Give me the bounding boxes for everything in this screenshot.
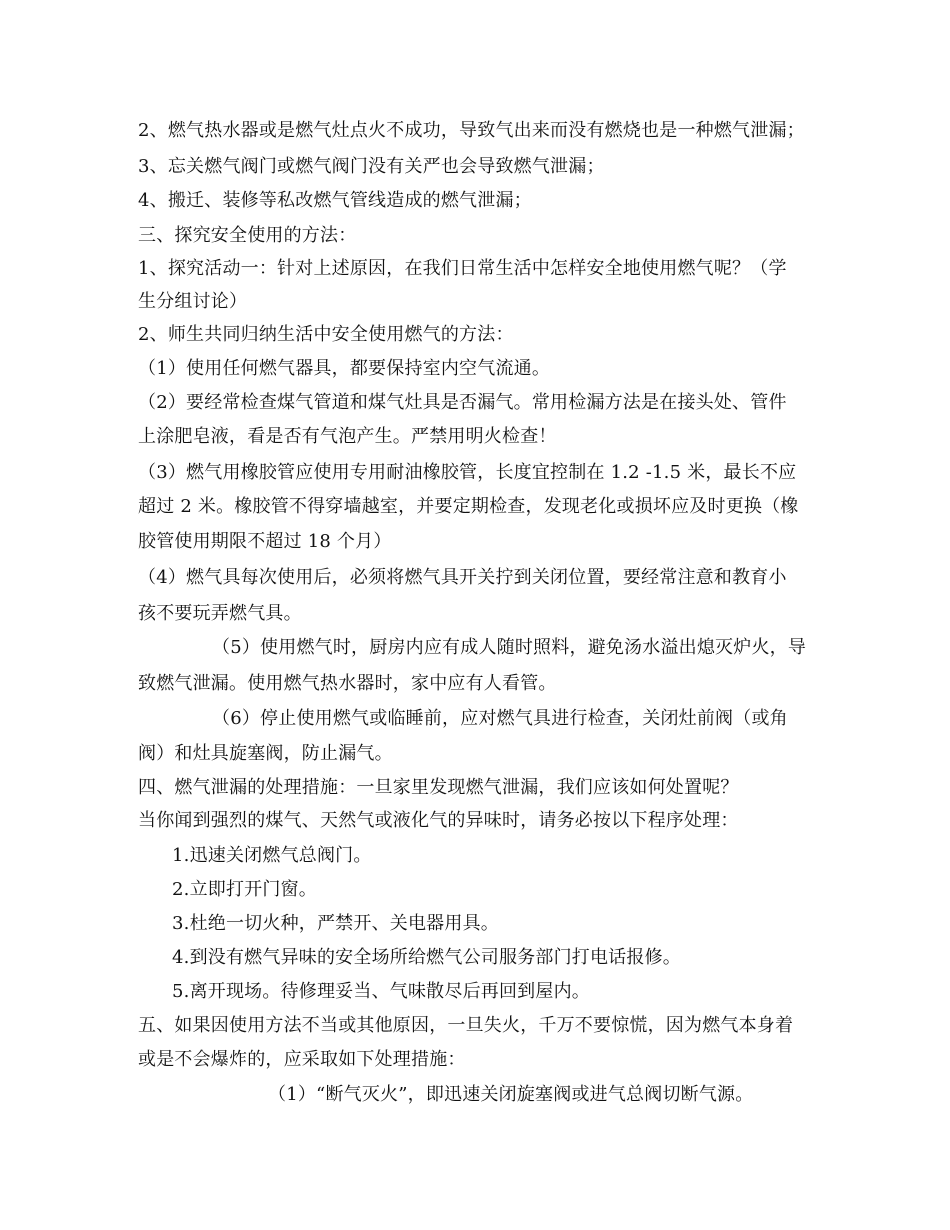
section-heading: 四、燃气泄漏的处理措施：一旦家里发现燃气泄漏，我们应该如何处置呢？	[138, 777, 739, 798]
list-item: 3.杜绝一切火种，严禁开、关电器用具。	[172, 913, 499, 934]
text-line: 上涂肥皂液，看是否有气泡产生。严禁用明火检查！	[138, 426, 557, 447]
text-line: 当你闻到强烈的煤气、天然气或液化气的异味时，请务必按以下程序处理：	[138, 810, 739, 831]
text-line: 2、燃气热水器或是燃气灶点火不成功，导致气出来而没有燃烧也是一种燃气泄漏；	[138, 120, 805, 141]
text-line: 3、忘关燃气阀门或燃气阀门没有关严也会导致燃气泄漏；	[138, 156, 605, 177]
text-line: 1、探究活动一：针对上述原因，在我们日常生活中怎样安全地使用燃气呢？（学	[138, 258, 787, 279]
list-item: 2.立即打开门窗。	[172, 879, 317, 900]
text-line: 胶管使用期限不超过 18 个月）	[138, 531, 392, 552]
text-line: （1）使用任何燃气器具，都要保持室内空气流通。	[138, 358, 551, 379]
text-line: （6）停止使用燃气或临睡前，应对燃气具进行检查，关闭灶前阀（或角	[212, 708, 788, 729]
text-line: （1）“断气灭火”，即迅速关闭旋塞阀或进气总阀切断气源。	[268, 1084, 754, 1105]
text-line: 生分组讨论）	[138, 291, 248, 312]
text-line: 超过 2 米。橡胶管不得穿墙越室，并要定期检查，发现老化或损坏应及时更换（橡	[138, 496, 799, 517]
list-item: 1.迅速关闭燃气总阀门。	[172, 845, 372, 866]
text-line: （2）要经常检查煤气管道和煤气灶具是否漏气。常用检漏方法是在接头处、管件	[138, 392, 787, 413]
list-item: 4.到没有燃气异味的安全场所给燃气公司服务部门打电话报修。	[172, 947, 681, 968]
text-line: （3）燃气用橡胶管应使用专用耐油橡胶管，长度宜控制在 1.2 -1.5 米，最长不应	[138, 462, 797, 483]
text-line: 阀）和灶具旋塞阀，防止漏气。	[138, 743, 393, 764]
text-line: （4）燃气具每次使用后，必须将燃气具开关拧到关闭位置，要经常注意和教育小	[138, 567, 787, 588]
text-line: 4、搬迁、装修等私改燃气管线造成的燃气泄漏；	[138, 190, 532, 211]
section-heading: 三、探究安全使用的方法：	[138, 225, 357, 246]
text-line: 或是不会爆炸的，应采取如下处理措施：	[138, 1049, 466, 1070]
text-line: 致燃气泄漏。使用燃气热水器时，家中应有人看管。	[138, 673, 557, 694]
text-line: （5）使用燃气时，厨房内应有成人随时照料，避免汤水溢出熄灭炉火，导	[212, 637, 807, 658]
list-item: 5.离开现场。待修理妥当、气味散尽后再回到屋内。	[172, 981, 590, 1002]
text-line: 孩不要玩弄燃气具。	[138, 603, 302, 624]
section-heading: 五、如果因使用方法不当或其他原因，一旦失火，千万不要惊慌，因为燃气本身着	[138, 1015, 794, 1036]
text-line: 2、师生共同归纳生活中安全使用燃气的方法：	[138, 324, 514, 345]
